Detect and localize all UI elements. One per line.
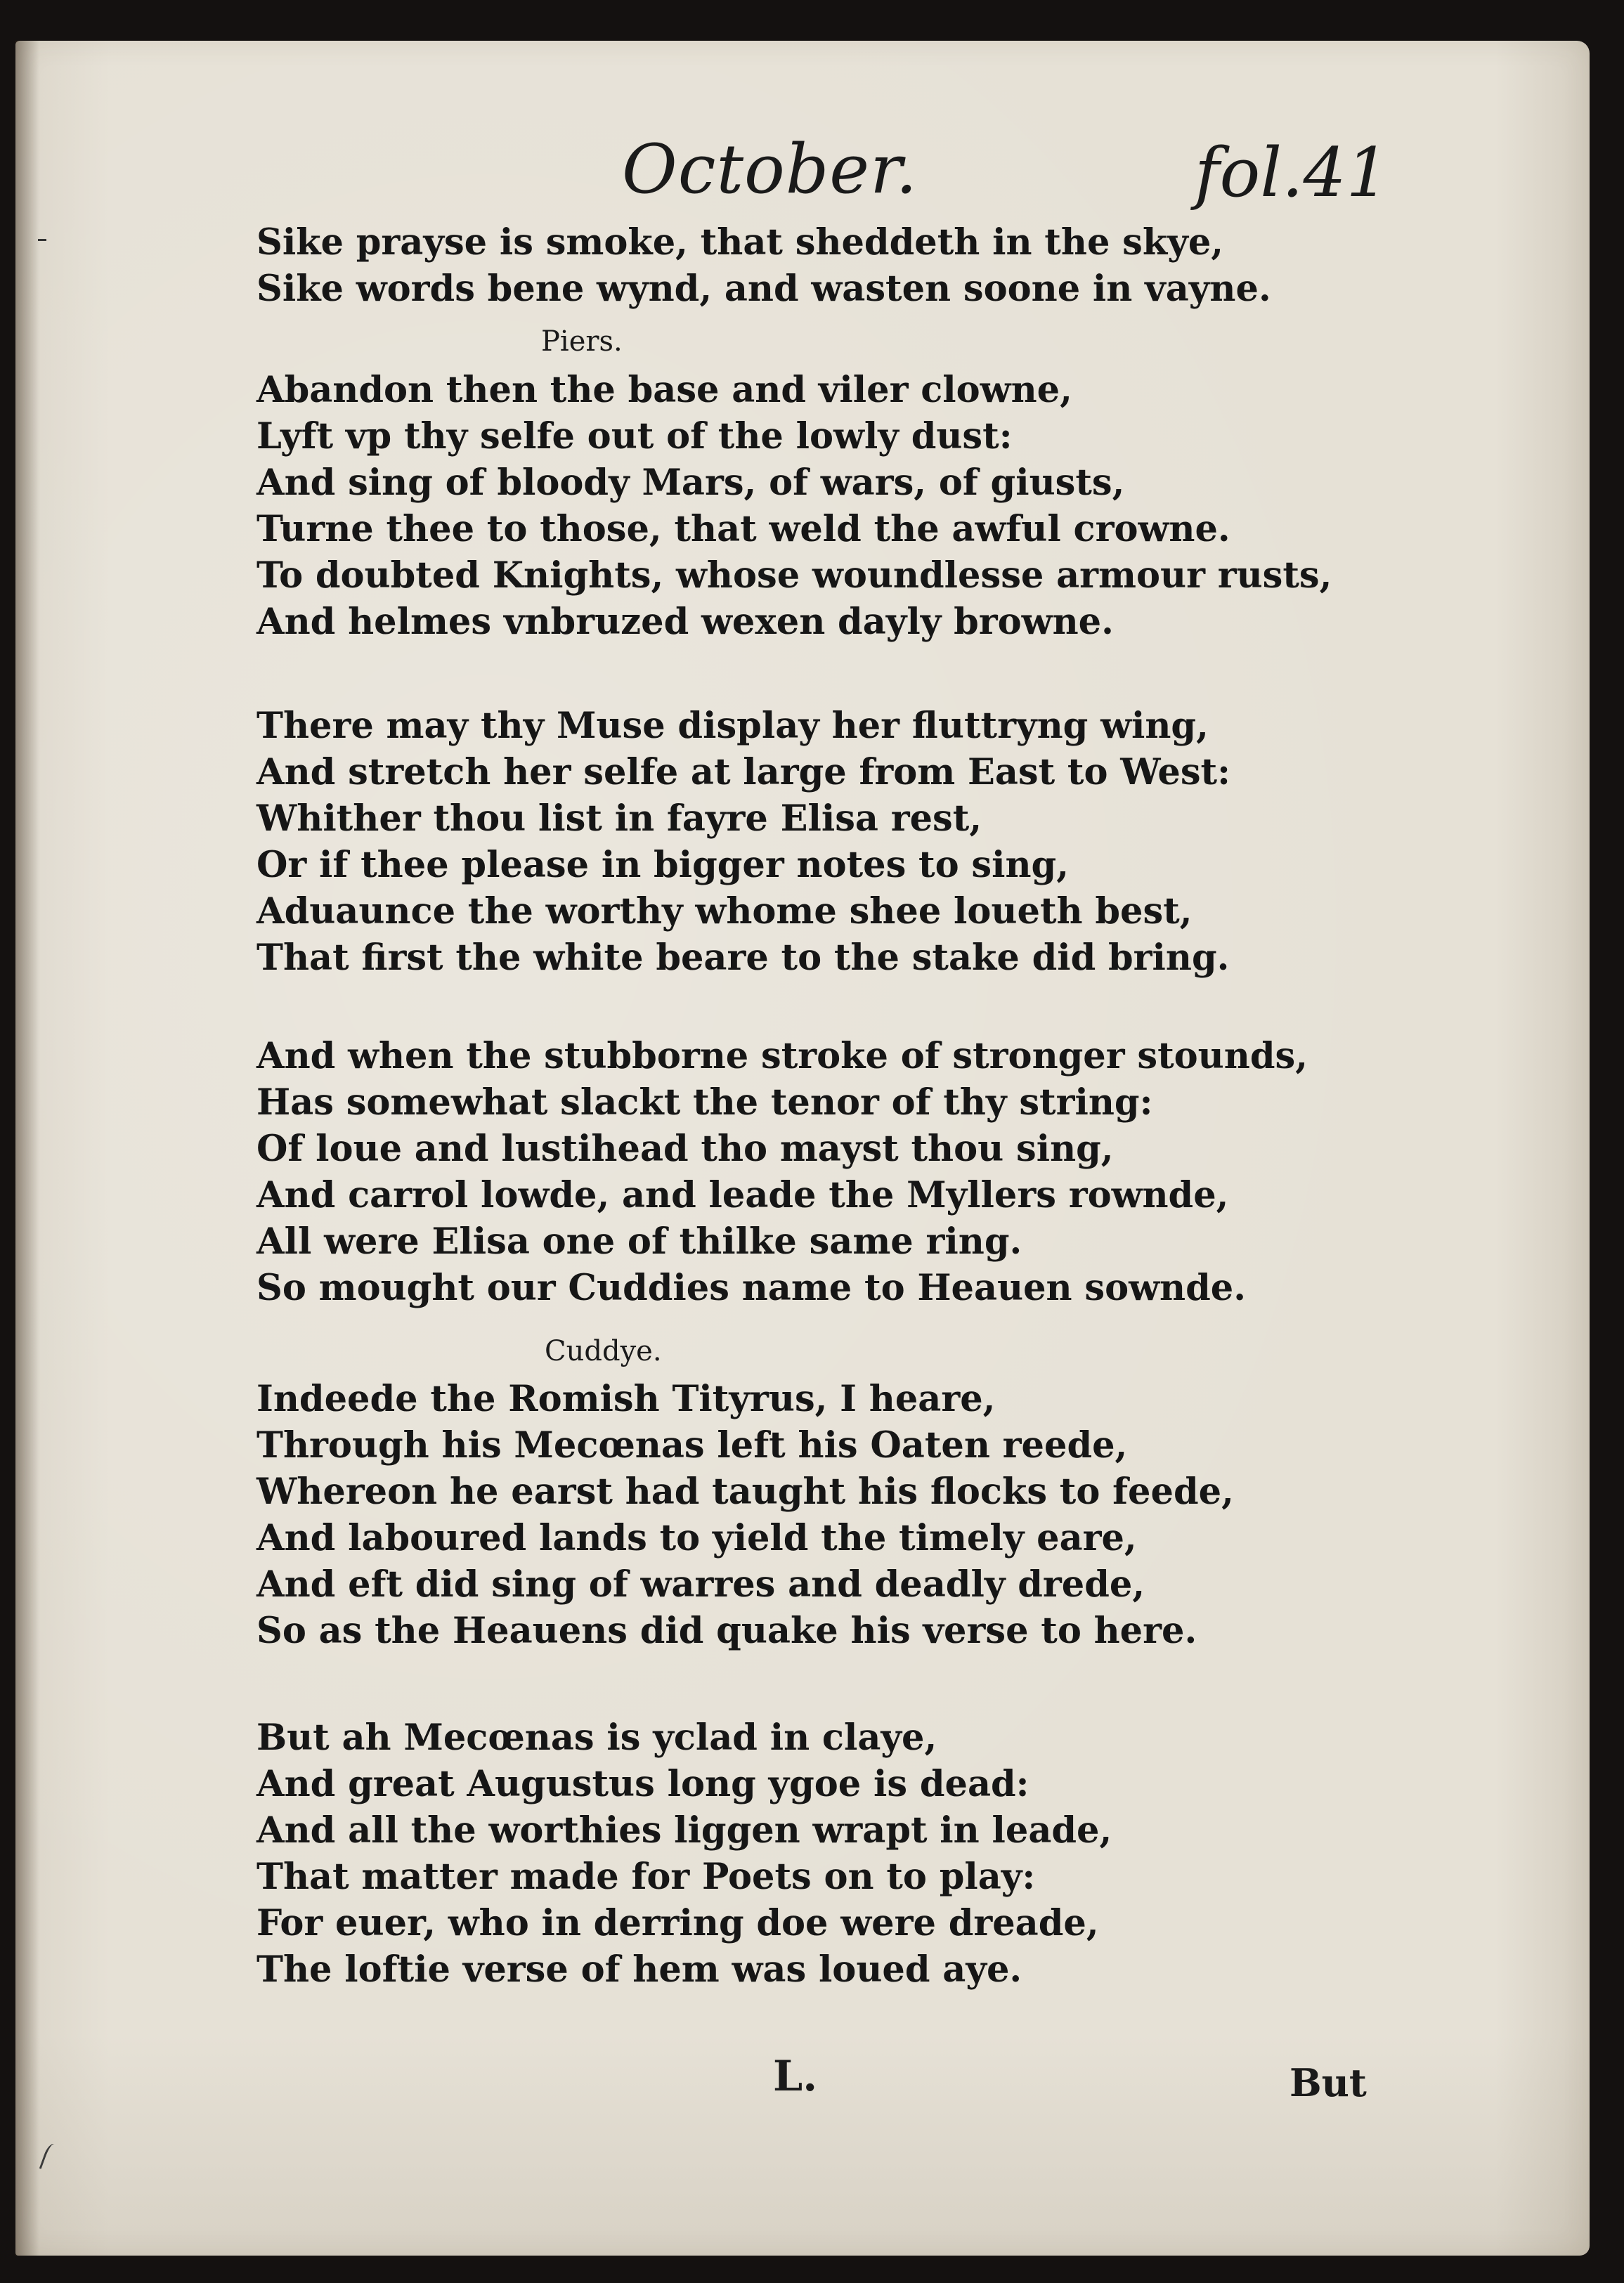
verse-line: That first the white beare to the stake did bring. bbox=[256, 937, 1230, 979]
stanza-5 bbox=[256, 1376, 1254, 1654]
verse-line: Sike words bene wynd, and wasten soone in vayne. bbox=[256, 268, 1271, 310]
folio-number: fol.41 bbox=[1195, 134, 1389, 212]
verse-line: Of loue and lustihead tho mayst thou sing, bbox=[256, 1128, 1114, 1170]
verse-line: And all the worthies liggen wrapt in leade, bbox=[256, 1809, 1112, 1852]
page-title: October. bbox=[622, 130, 918, 209]
verse-line: Through his Mecœnas left his Oaten reede, bbox=[256, 1424, 1128, 1466]
verse-line: And eft did sing of warres and deadly drede, bbox=[256, 1563, 1145, 1606]
verse-line: And laboured lands to yield the timely eare, bbox=[256, 1517, 1137, 1559]
verse-line: Aduaunce the worthy whome shee loueth best, bbox=[256, 890, 1193, 932]
verse-line: So as the Heauens did quake his verse to here. bbox=[256, 1610, 1197, 1652]
verse-line: And stretch her selfe at large from East to West: bbox=[256, 751, 1230, 793]
gutter-shadow bbox=[15, 41, 39, 2256]
verse-line: But ah Mecœnas is yclad in claye, bbox=[256, 1717, 937, 1759]
verse-line: So mought our Cuddies name to Heauen sownde. bbox=[256, 1267, 1246, 1309]
verse-line: And when the stubborne stroke of stronger stounds, bbox=[256, 1035, 1308, 1077]
speaker-label-cuddye: Cuddye. bbox=[545, 1335, 662, 1367]
verse-line: Whither thou list in fayre Elisa rest, bbox=[256, 798, 982, 840]
verse-line: The loftie verse of hem was loued aye. bbox=[256, 1949, 1022, 1991]
stanza-6 bbox=[256, 1715, 1254, 1993]
verse-line: And sing of bloody Mars, of wars, of giusts, bbox=[256, 462, 1125, 504]
stanza-2 bbox=[256, 367, 1332, 645]
stanza-3 bbox=[256, 703, 1254, 981]
verse-line: Turne thee to those, that weld the awful crowne. bbox=[256, 508, 1230, 550]
verse-line: That matter made for Poets on to play: bbox=[256, 1856, 1036, 1898]
verse-line: Indeede the Romish Tityrus, I heare, bbox=[256, 1378, 996, 1420]
verse-line: For euer, who in derring doe were dreade, bbox=[256, 1902, 1099, 1944]
verse-line: To doubted Knights, whose woundlesse armour rusts, bbox=[256, 554, 1332, 597]
stanza-4 bbox=[256, 1033, 1308, 1311]
signature-mark: L. bbox=[773, 2052, 818, 2101]
stanza-1 bbox=[256, 219, 1271, 312]
verse-line: Abandon then the base and viler clowne, bbox=[256, 369, 1072, 411]
verse-line: Sike prayse is smoke, that sheddeth in the skye, bbox=[256, 221, 1224, 264]
verse-line: There may thy Muse display her fluttryng wing, bbox=[256, 705, 1209, 747]
verse-line: Or if thee please in bigger notes to sing, bbox=[256, 844, 1069, 886]
verse-line: Whereon he earst had taught his flocks to feede, bbox=[256, 1471, 1234, 1513]
verse-line: And carrol lowde, and leade the Myllers rownde, bbox=[256, 1174, 1229, 1216]
verse-line: All were Elisa one of thilke same ring. bbox=[256, 1221, 1022, 1263]
verse-line: And helmes vnbruzed wexen dayly browne. bbox=[256, 601, 1114, 643]
verse-line: Has somewhat slackt the tenor of thy string: bbox=[256, 1081, 1153, 1124]
speaker-label-piers: Piers. bbox=[541, 325, 623, 358]
verse-line: Lyft vp thy selfe out of the lowly dust: bbox=[256, 415, 1013, 457]
catchword: But bbox=[1290, 2060, 1367, 2105]
margin-mark bbox=[38, 239, 46, 241]
verse-line: And great Augustus long ygoe is dead: bbox=[256, 1763, 1029, 1805]
